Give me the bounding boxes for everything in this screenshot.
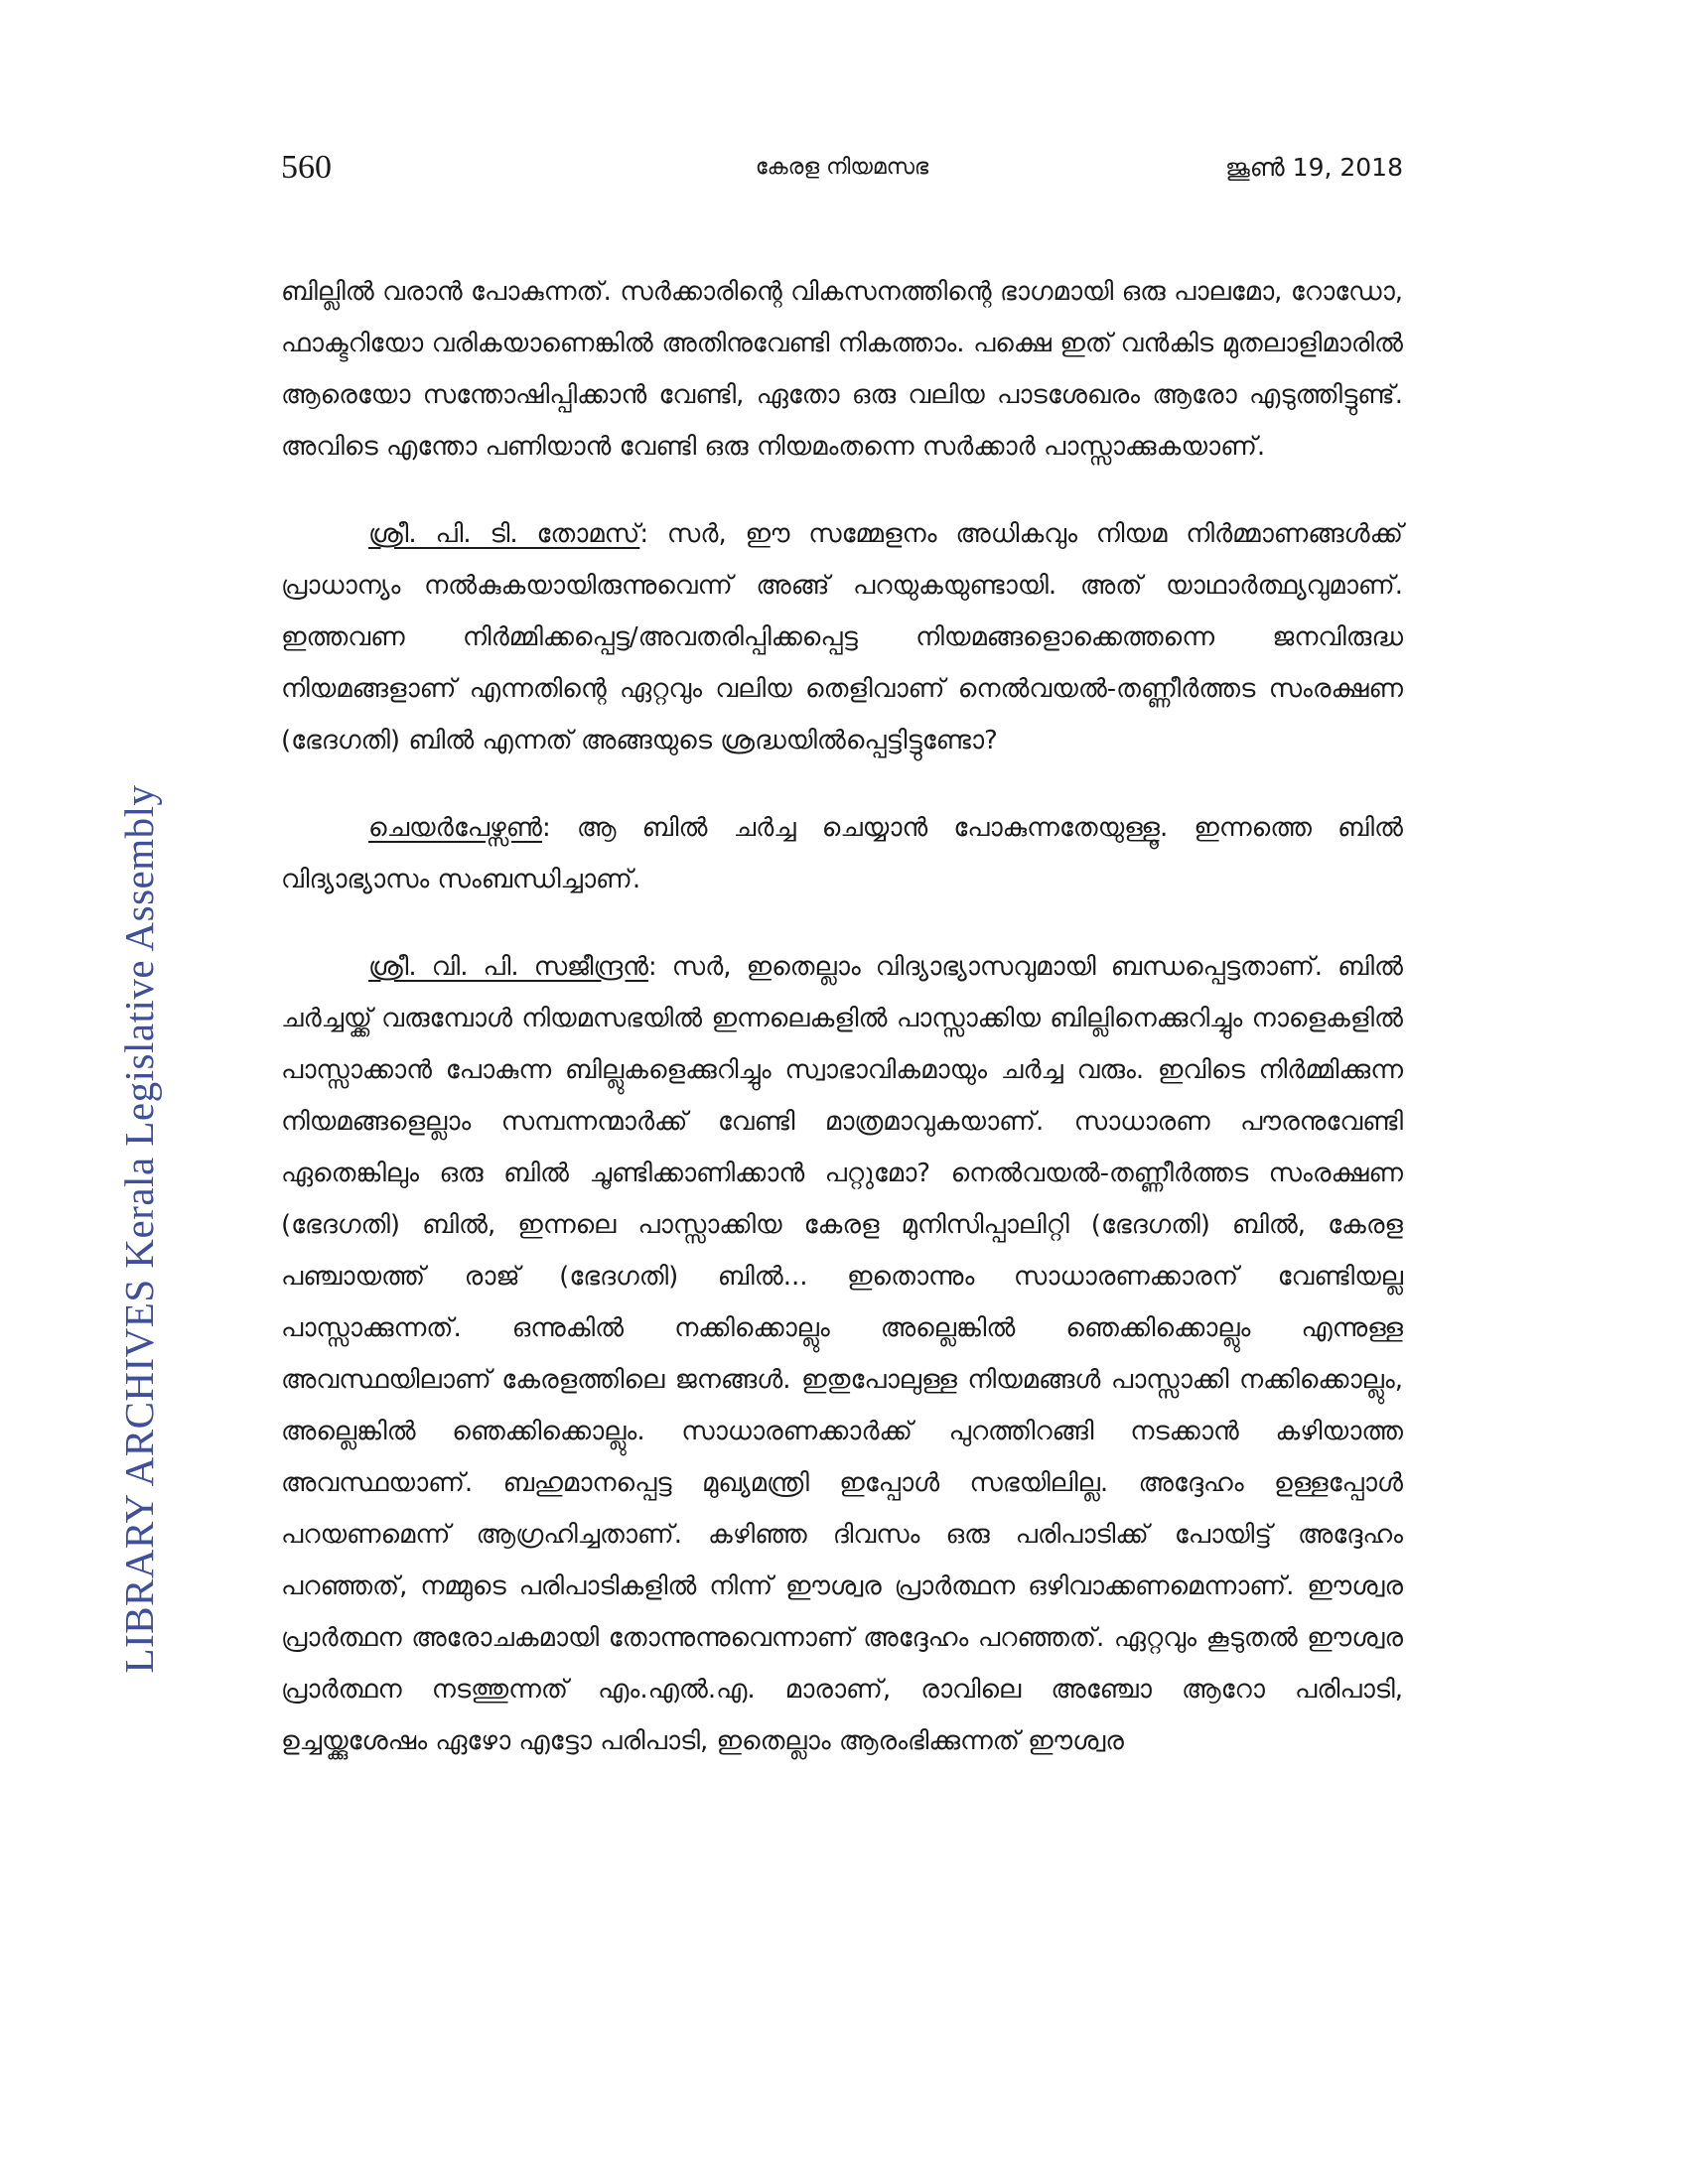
- running-title: കേരള നിയമസഭ: [755, 155, 929, 180]
- document-body: [281, 266, 1403, 1803]
- paragraph-speech-chairperson: [281, 802, 1403, 905]
- page-header: [281, 149, 1403, 199]
- paragraph-text: : ആ ബിൽ ചർച്ച ചെയ്യാൻ പോകുന്നതേയുള്ളൂ. ഇന്നത്തെ ബിൽ വിദ്യാഭ്യാസം സംബന്ധിച്ചാണ്.: [281, 813, 1403, 894]
- paragraph-text: : സർ, ഈ സമ്മേളനം അധികവും നിയമ നിർമ്മാണങ്ങൾക്ക് പ്രാധാന്യം നൽകുകയായിരുന്നുവെന്ന് അങ്ങ് പറയുകയുണ്ടായി. അത് യാഥാർത്ഥ്യവുമാണ്. ഇത്തവണ നിർമ്മിക്കപ്പെട്ട/അവതരിപ്പിക്കപ്പെട്ട നിയമങ്ങളൊക്കെത്തന്നെ ജനവിരുദ്ധ നിയമങ്ങളാണ് എന്നതിന്റെ ഏറ്റവും വലിയ തെളിവാണ് നെൽവയൽ-തണ്ണീർത്തട സംരക്ഷണ (ഭേദഗതി) ബിൽ എന്നത് അങ്ങയുടെ ശ്രദ്ധയിൽപ്പെട്ടിട്ടുണ്ടോ?: [281, 519, 1403, 755]
- speaker-name: ശ്രീ. പി. ടി. തോമസ്: [368, 519, 640, 549]
- page-number: 560: [281, 149, 332, 186]
- paragraph-speech-vp-sajeendran: [281, 941, 1403, 1767]
- paragraph-text: ബില്ലിൽ വരാൻ പോകുന്നത്. സർക്കാരിന്റെ വികസനത്തിന്റെ ഭാഗമായി ഒരു പാലമോ, റോഡോ, ഫാക്ടറിയോ വരികയാണെങ്കിൽ അതിനുവേണ്ടി നികത്താം. പക്ഷെ ഇത് വൻകിട മുതലാളിമാരിൽ ആരെയോ സന്തോഷിപ്പിക്കാൻ വേണ്ടി, ഏതോ ഒരു വലിയ പാടശേഖരം ആരോ എടുത്തിട്ടുണ്ട്. അവിടെ എന്തോ പണിയാൻ വേണ്ടി ഒരു നിയമംതന്നെ സർക്കാർ പാസ്സാക്കുകയാണ്.: [281, 277, 1403, 462]
- header-date: ജൂൺ 19, 2018: [1224, 153, 1403, 182]
- paragraph-text: : സർ, ഇതെല്ലാം വിദ്യാഭ്യാസവുമായി ബന്ധപ്പെട്ടതാണ്. ബിൽ ചർച്ചയ്ക്ക് വരുമ്പോൾ നിയമസഭയിൽ ഇന്നലെകളിൽ പാസ്സാക്കിയ ബില്ലിനെക്കുറിച്ചും നാളെകളിൽ പാസ്സാക്കാൻ പോകുന്ന ബില്ലുകളെക്കുറിച്ചും സ്വാഭാവികമായും ചർച്ച വരും. ഇവിടെ നിർമ്മിക്കുന്ന നിയമങ്ങളെല്ലാം സമ്പന്നന്മാർക്ക് വേണ്ടി മാത്രമാവുകയാണ്. സാധാരണ പൗരനുവേണ്ടി ഏതെങ്കിലും ഒരു ബിൽ ചൂണ്ടിക്കാണിക്കാൻ പറ്റുമോ? നെൽവയൽ-തണ്ണീർത്തട സംരക്ഷണ (ഭേദഗതി) ബിൽ, ഇന്നലെ പാസ്സാക്കിയ കേരള മുനിസിപ്പാലിറ്റി (ഭേദഗതി) ബിൽ, കേരള പഞ്ചായത്ത് രാജ് (ഭേദഗതി) ബിൽ... ഇതൊന്നും സാധാരണക്കാരന് വേണ്ടിയല്ല പാസ്സാക്കുന്നത്. ഒന്നുകിൽ നക്കിക്കൊല്ലും അല്ലെങ്കിൽ ഞെക്കിക്കൊല്ലും എന്നുള്ള അവസ്ഥയിലാണ് കേരളത്തിലെ ജനങ്ങൾ. ഇതുപോലുള്ള നിയമങ്ങൾ പാസ്സാക്കി നക്കിക്കൊല്ലും, അല്ലെങ്കിൽ ഞെക്കിക്കൊല്ലും. സാധാരണക്കാർക്ക് പുറത്തിറങ്ങി നടക്കാൻ കഴിയാത്ത അവസ്ഥയാണ്. ബഹുമാനപ്പെട്ട മുഖ്യമന്ത്രി ഇപ്പോൾ സഭയിലില്ല. അദ്ദേഹം ഉള്ളപ്പോൾ പറയണമെന്ന് ആഗ്രഹിച്ചതാണ്. കഴിഞ്ഞ ദിവസം ഒരു പരിപാടിക്ക് പോയിട്ട് അദ്ദേഹം പറഞ്ഞത്, നമ്മുടെ പരിപാടികളിൽ നിന്ന് ഈശ്വര പ്രാർത്ഥന ഒഴിവാക്കണമെന്നാണ്. ഈശ്വര പ്രാർത്ഥന അരോചകമായി തോന്നുന്നുവെന്നാണ് അദ്ദേഹം പറഞ്ഞത്. ഏറ്റവും കൂടുതൽ ഈശ്വര പ്രാർത്ഥന നടത്തുന്നത് എം.എൽ.എ. മാരാണ്, രാവിലെ അഞ്ചോ ആറോ പരിപാടി, ഉച്ചയ്ക്കുശേഷം ഏഴോ എട്ടോ പരിപാടി, ഇതെല്ലാം ആരംഭിക്കുന്നത് ഈശ്വര: [281, 952, 1403, 1756]
- watermark-text: LIBRARY ARCHIVES Kerala Legislative Assembly: [116, 784, 162, 1674]
- speaker-name: ചെയർപേഴ്സൺ: [368, 813, 543, 843]
- speaker-name: ശ്രീ. വി. പി. സജീന്ദ്രൻ: [368, 952, 648, 982]
- paragraph-speech-pt-thomas: [281, 508, 1403, 766]
- paragraph-continuation: [281, 266, 1403, 473]
